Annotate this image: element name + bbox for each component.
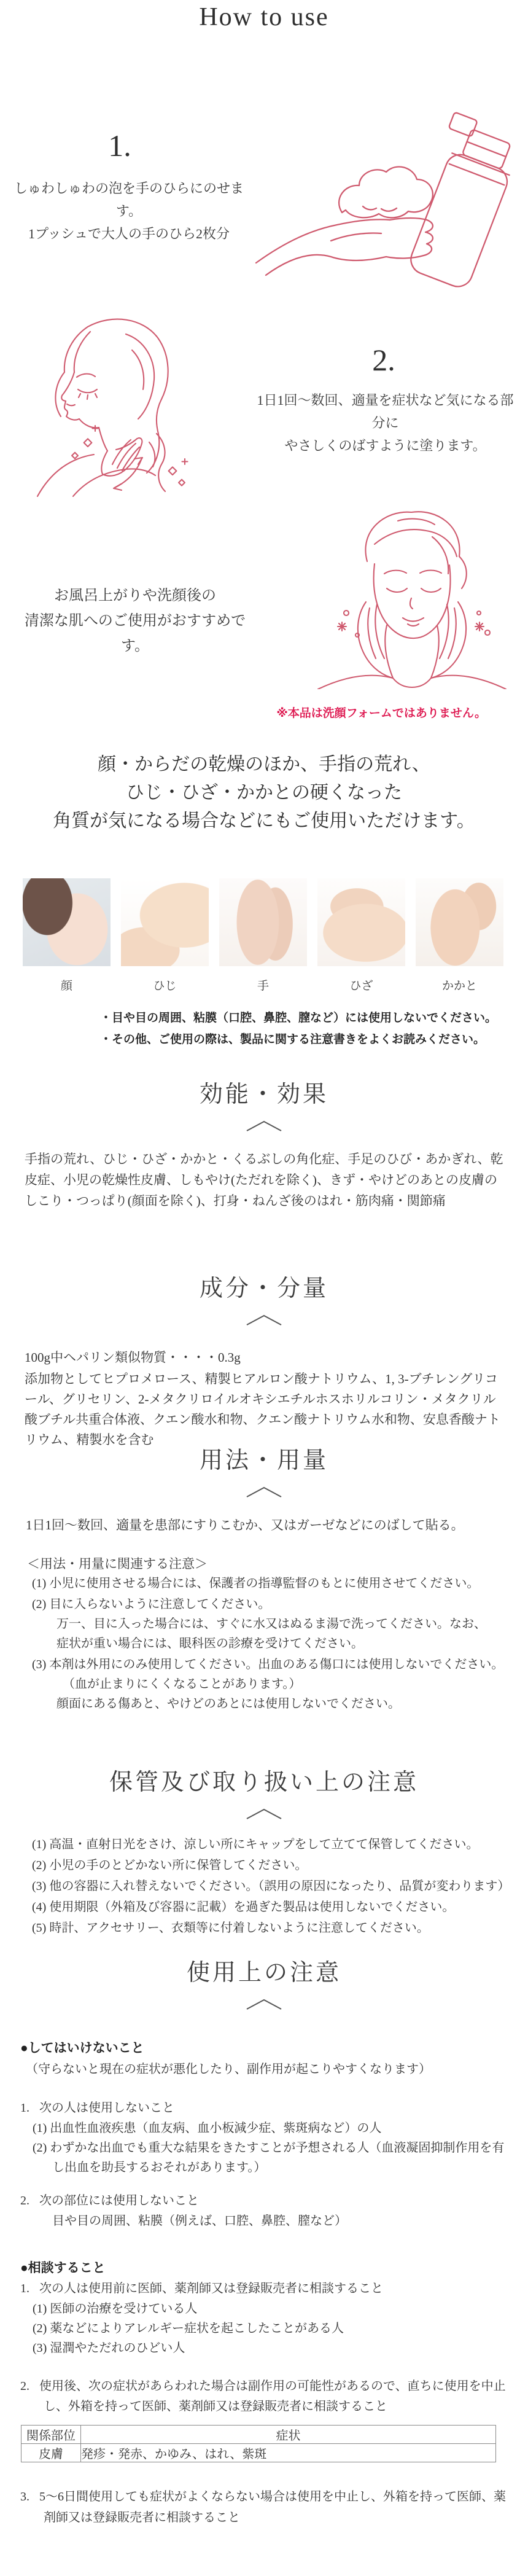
dosage-body: 1日1回～数回、適量を患部にすりこむか、又はガーゼなどにのばして貼る。 (26, 1518, 464, 1532)
table-cell-symptom: 発疹・発赤、かゆみ、はれ、紫斑 (81, 2444, 496, 2462)
donts-subnote: （守らないと現在の症状が悪化したり、副作用が起こりやすくなります） (26, 2063, 431, 2076)
photo-knee (317, 878, 405, 993)
final-consult-note: 3. 5～6日間使用しても症状がよくならない場合は使用を中止し、外箱を持って医師、薬剤師又は登録販売者に相談すること (20, 2490, 506, 2524)
section-storage (0, 1766, 528, 1938)
donts-item: 目や目の周囲、粘膜（例えば、口腔、鼻腔、膣など） (52, 2214, 347, 2228)
photo-label: 手 (257, 980, 269, 993)
body-part-photos (23, 878, 508, 993)
storage-item: (5) 時計、アクセサリー、衣類等に付着しないように注意してください。 (32, 1921, 429, 1935)
neck-massage-illustration (34, 313, 193, 498)
photo-heel (416, 878, 503, 993)
photo-label: ひじ (153, 980, 177, 993)
dosage-note: (2) 目に入らないように注意してください。 (32, 1598, 271, 1611)
dosage-notes-title: ＜用法・用量に関連する注意＞ (27, 1556, 208, 1571)
photo-usage-notes: ・目や目の周囲、粘膜（口腔、鼻腔、膣など）には使用しないでください。 ・その他、ご使用の際は、製品に関する注意書きをよくお読みください。 (100, 1012, 497, 1046)
table-row (21, 2444, 496, 2462)
consult-item: (3) 湿潤やただれのひどい人 (33, 2341, 185, 2355)
section-precautions (0, 1957, 528, 2417)
hand-photo-image (219, 878, 307, 966)
dosage-note-continuation: （血が止まりにくくなることがあります。） (63, 1677, 301, 1691)
consult-item: (1) 医師の治療を受けている人 (33, 2302, 198, 2316)
ingredients-body: 添加物としてヒプロメロース、精製ヒアルロン酸ナトリウム、1, 3-ブチレングリコール、グリセリン、2-メタクリロイルオキシエチルホスホリルコリン・メタクリル酸ブチル共重合体液、クエン酸水和物、クエン酸ナトリウム水和物、安息香酸ナトリウム、精製水を含む (25, 1372, 500, 1447)
storage-item: (4) 使用期限（外箱及び容器に記載）を過ぎた製品は使用しないでください。 (32, 1900, 455, 1914)
dosage-note-continuation: 万一、目に入った場合には、すぐに水又はぬるま湯で洗ってください。なお、症状が重い場合には、眼科医の診療を受けてください。 (56, 1617, 486, 1650)
consult-group-2: 2. 使用後、次の症状があらわれた場合は副作用の可能性があるので、直ちに使用を中止し、外箱を持って医師、薬剤師又は登録販売者に相談すること (20, 2379, 506, 2413)
step-2-number: 2. (372, 343, 395, 377)
efficacy-body: 手指の荒れ、ひじ・ひざ・かかと・くるぶしの角化症、手足のひび・あかぎれ、乾皮症、小児の乾燥性皮膚、しもやけ(ただれを除く)、きず・やけどのあとの皮膚のしこり・つっぱり(顔面を除く)、打身・ねんざ後のはれ・筋肉痛・関節痛 (25, 1152, 503, 1208)
table-cell-part: 皮膚 (21, 2444, 81, 2462)
storage-item: (2) 小児の手のとどかない所に保管してください。 (32, 1859, 308, 1872)
step-2-text: 1日1回～数回、適量を症状など気になる部分に やさしくのばすように塗ります。 (257, 392, 514, 453)
donts-heading: ●してはいけないこと (20, 2041, 144, 2055)
step-2 (0, 310, 528, 501)
chevron-up-icon[interactable] (244, 1807, 284, 1821)
step-1-text: しゅわしゅわの泡を手のひらにのせます。 1プッシュで大人の手のひら2枚分 (14, 181, 244, 241)
page-title: How to use (199, 3, 329, 31)
chevron-up-icon[interactable] (244, 1485, 284, 1499)
ingredients-heading: 成分・分量 (199, 1276, 328, 1302)
chevron-up-icon[interactable] (244, 1997, 284, 2011)
not-face-wash-warning: ※本品は洗顔フォームではありません。 (276, 707, 486, 720)
chevron-up-icon[interactable] (244, 1119, 284, 1133)
face-hands-illustration (306, 505, 518, 689)
dosage-note: (3) 本剤は外用にのみ使用してください。出血のある傷口には使用しないでください。 (32, 1658, 504, 1671)
table-header-symptom: 症状 (81, 2426, 496, 2444)
consult-group-1: 1. 次の人は使用前に医師、薬剤師又は登録販売者に相談すること (20, 2282, 383, 2295)
dosage-note: (1) 小児に使用させる場合には、保護者の指導監督のもとに使用させてください。 (32, 1577, 479, 1590)
photo-label: ひざ (349, 980, 373, 993)
step-1 (0, 86, 528, 295)
step-1-number: 1. (108, 128, 131, 163)
ingredients-amount: 100g中ヘパリン類似物質・・・・0.3g (25, 1350, 241, 1365)
photo-label: 顔 (60, 980, 72, 993)
storage-heading: 保管及び取り扱い上の注意 (109, 1770, 419, 1795)
donts-item: (1) 出血性血液疾患（血友病、血小板減少症、紫斑病など）の人 (33, 2121, 382, 2135)
dosage-heading: 用法・用量 (199, 1448, 328, 1473)
knee-photo-image (317, 878, 405, 966)
chevron-up-icon[interactable] (244, 1313, 284, 1327)
table-header-row (21, 2426, 496, 2444)
bath-recommendation (0, 505, 528, 695)
bath-note-text: お風呂上がりや洗顔後の 清潔な肌へのご使用がおすすめです。 (24, 588, 246, 654)
photo-hand (219, 878, 307, 993)
section-ingredients (0, 1273, 528, 1450)
table-header-part: 関係部位 (21, 2426, 81, 2444)
donts-group-2: 2. 次の部位には使用しないこと (20, 2194, 199, 2207)
dosage-note-continuation: 顔面にある傷あと、やけどのあとには使用しないでください。 (56, 1697, 400, 1711)
storage-item: (3) 他の容器に入れ替えないでください。（誤用の原因になったり、品質が変わります） (32, 1879, 510, 1893)
photo-label: かかと (441, 980, 477, 993)
donts-group-1: 1. 次の人は使用しないこと (20, 2101, 174, 2115)
foam-bottle-illustration (255, 86, 528, 289)
section-efficacy (0, 1079, 528, 1211)
donts-item: (2) わずかな出血でも重大な結果をきたすことが予想される人（血液凝固抑制作用を有し出血を助長するおそれがあります。） (33, 2141, 505, 2174)
heel-photo-image (416, 878, 503, 966)
usage-message: 顔・からだの乾燥のほか、手指の荒れ、 ひじ・ひざ・かかとの硬くなった 角質が気になる場合などにもご使用いただけます。 (53, 754, 475, 831)
consult-heading: ●相談すること (20, 2261, 106, 2275)
storage-item: (1) 高温・直射日光をさけ、涼しい所にキャップをして立てて保管してください。 (32, 1838, 479, 1851)
face-photo-image (23, 878, 111, 966)
consult-item: (2) 薬などによりアレルギー症状を起こしたことがある人 (33, 2322, 344, 2335)
section-dosage (0, 1445, 528, 1714)
symptom-table (21, 2425, 496, 2462)
photo-elbow (121, 878, 209, 993)
photo-face (23, 878, 111, 993)
efficacy-heading: 効能・効果 (199, 1082, 328, 1107)
precautions-heading: 使用上の注意 (186, 1960, 341, 1986)
elbow-photo-image (121, 878, 209, 966)
